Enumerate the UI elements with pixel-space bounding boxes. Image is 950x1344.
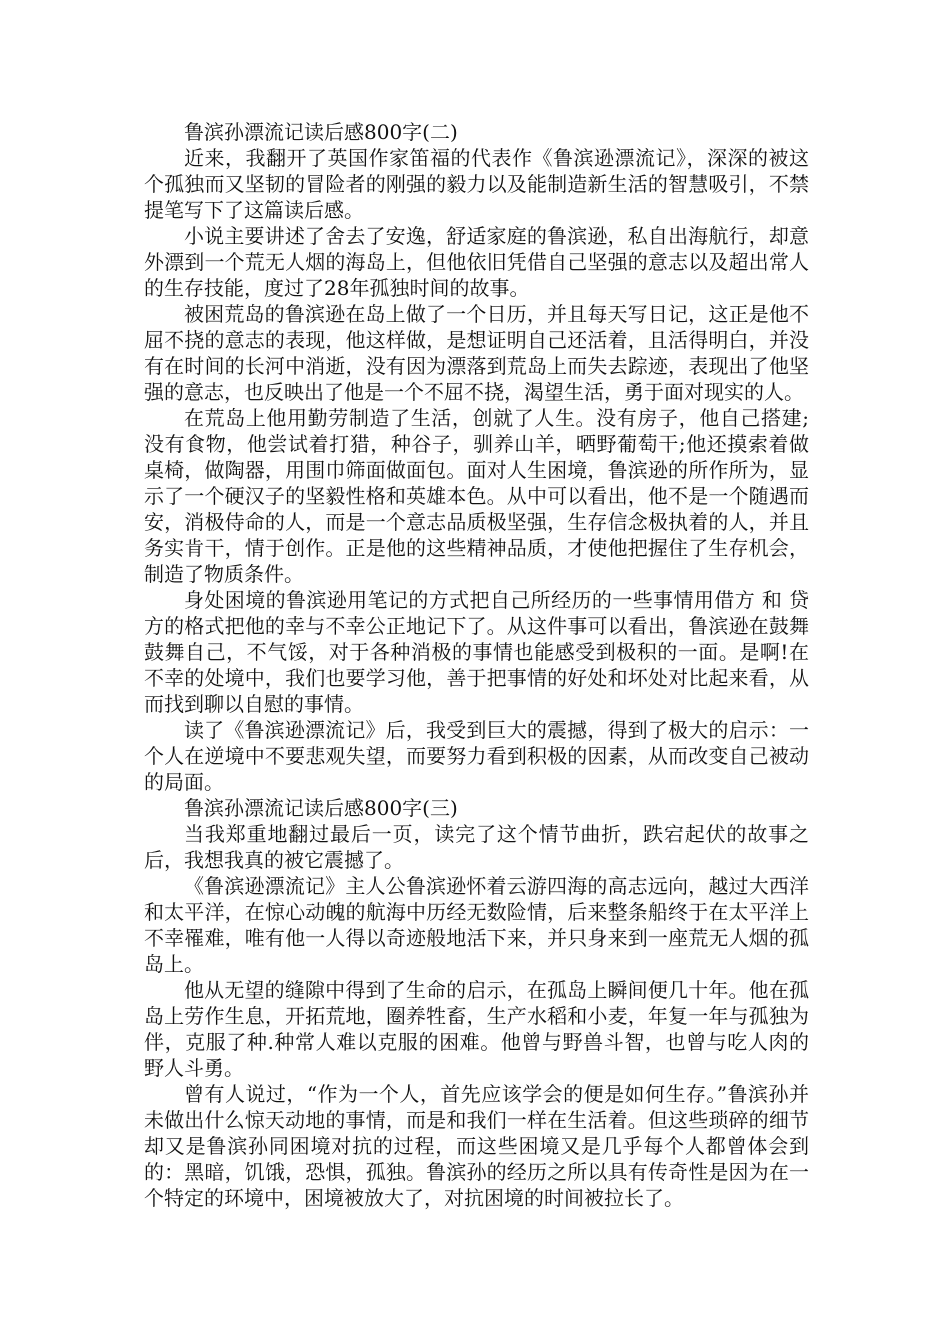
section-heading-2: 鲁滨孙漂流记读后感800字(二)	[184, 120, 458, 144]
section-heading-3: 鲁滨孙漂流记读后感800字(三)	[184, 796, 458, 820]
paragraph: 当我郑重地翻过最后一页，读完了这个情节曲折，跌宕起伏的故事之后，我想我真的被它震撼了。	[144, 822, 809, 872]
paragraph: 小说主要讲述了舍去了安逸，舒适家庭的鲁滨逊，私自出海航行，却意外漂到一个荒无人烟的海岛上，但他依旧凭借自己坚强的意志以及超出常人的生存技能，度过了28年孤独时间的故事。	[144, 224, 809, 300]
paragraph: 曾有人说过，“作为一个人，首先应该学会的便是如何生存。”鲁滨孙并未做出什么惊天动地的事情，而是和我们一样在生活着。但这些琐碎的细节却又是鲁滨孙同困境对抗的过程，而这些困境又是几乎每个人都曾体会到的：黑暗，饥饿，恐惧，孤独。鲁滨孙的经历之所以具有传奇性是因为在一个特定的环境中，困境被放大了，对抗困境的时间被拉长了。	[144, 1082, 809, 1210]
paragraph: 近来，我翻开了英国作家笛福的代表作《鲁滨逊漂流记》，深深的被这个孤独而又坚韧的冒险者的刚强的毅力以及能制造新生活的智慧吸引，不禁提笔写下了这篇读后感。	[144, 146, 809, 222]
article-body	[144, 119, 809, 1211]
paragraph: 他从无望的缝隙中得到了生命的启示，在孤岛上瞬间便几十年。他在孤岛上劳作生息，开拓荒地，圈养牲畜，生产水稻和小麦，年复一年与孤独为伴，克服了种.种常人难以克服的困难。他曾与野兽斗智，也曾与吃人肉的野人斗勇。	[144, 978, 809, 1080]
paragraph: 被困荒岛的鲁滨逊在岛上做了一个日历，并且每天写日记，这正是他不屈不挠的意志的表现，他这样做，是想证明自己还活着，且活得明白，并没有在时间的长河中消逝，没有因为漂落到荒岛上而失去踪迹，表现出了他坚强的意志，也反映出了他是一个不屈不挠，渴望生活，勇于面对现实的人。	[144, 302, 809, 404]
paragraph: 《鲁滨逊漂流记》主人公鲁滨逊怀着云游四海的高志远向，越过大西洋和太平洋，在惊心动魄的航海中历经无数险情，后来整条船终于在太平洋上不幸罹难，唯有他一人得以奇迹般地活下来，并只身来到一座荒无人烟的孤岛上。	[144, 874, 809, 976]
paragraph: 身处困境的鲁滨逊用笔记的方式把自己所经历的一些事情用借方 和 贷方的格式把他的幸与不幸公正地记下了。从这件事可以看出，鲁滨逊在鼓舞鼓舞自己，不气馁，对于各种消极的事情也能感受到极积的一面。是啊!在不幸的处境中，我们也要学习他，善于把事情的好处和坏处对比起来看，从而找到聊以自慰的事情。	[144, 588, 809, 716]
paragraph: 在荒岛上他用勤劳制造了生活，创就了人生。没有房子，他自己搭建;没有食物，他尝试着打猎，种谷子，驯养山羊，晒野葡萄干;他还摸索着做桌椅，做陶器，用围巾筛面做面包。面对人生困境，鲁滨逊的所作所为，显示了一个硬汉子的坚毅性格和英雄本色。从中可以看出，他不是一个随遇而安，消极侍命的人，而是一个意志品质极坚强，生存信念极执着的人，并且务实肯干，情于创作。正是他的这些精神品质，才使他把握住了生存机会，制造了物质条件。	[144, 406, 809, 586]
paragraph: 读了《鲁滨逊漂流记》后，我受到巨大的震撼，得到了极大的启示：一个人在逆境中不要悲观失望，而要努力看到积极的因素，从而改变自己被动的局面。	[144, 718, 809, 794]
